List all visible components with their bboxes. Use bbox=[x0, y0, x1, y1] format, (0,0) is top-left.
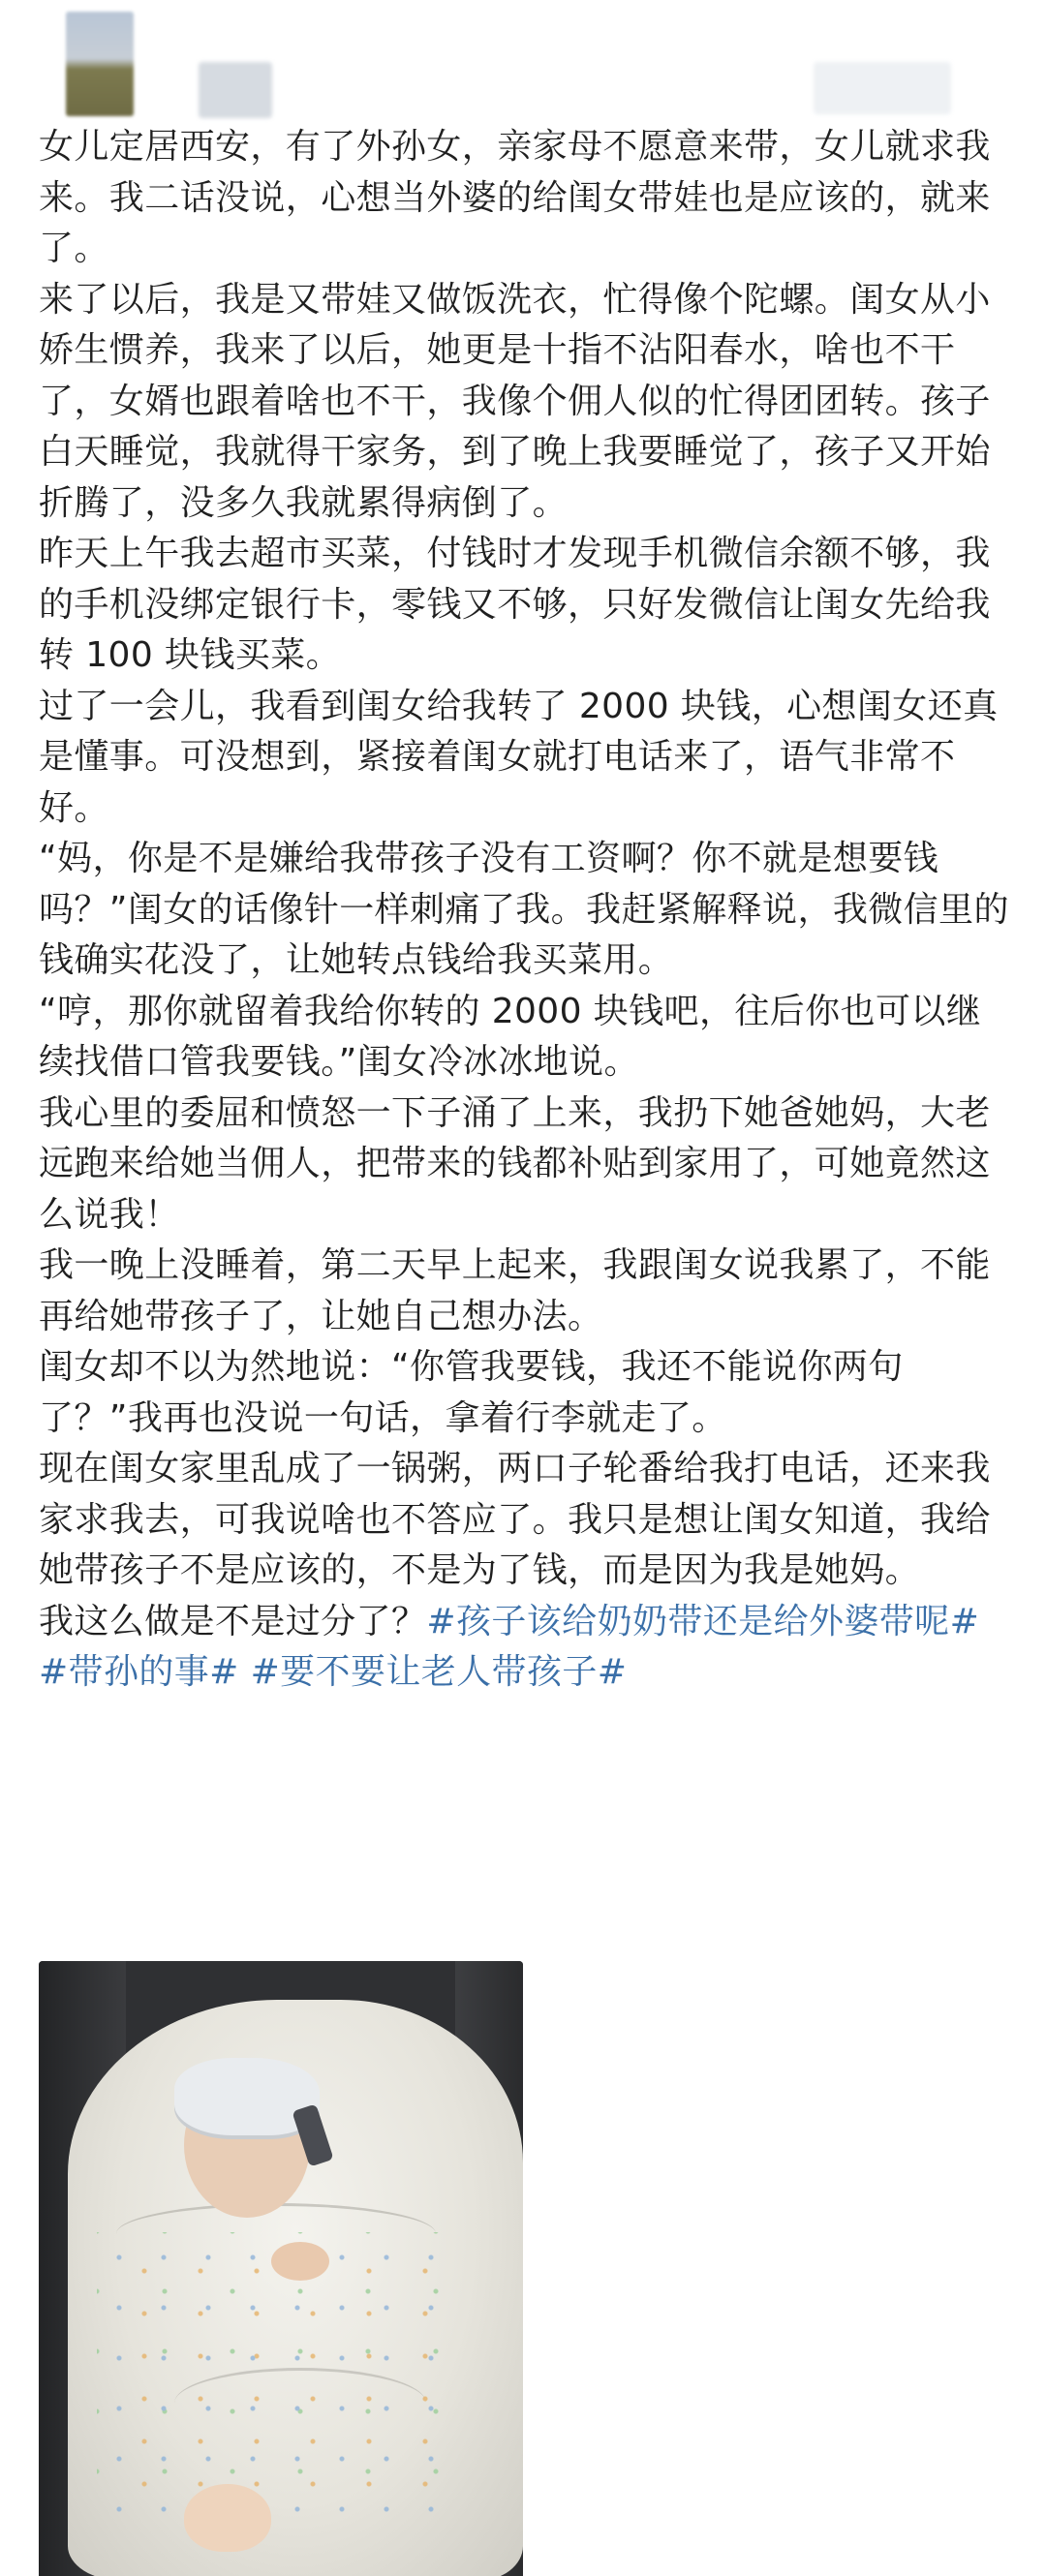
baby-foot bbox=[184, 2484, 271, 2552]
hashtag-link[interactable]: #带孙的事# bbox=[39, 1652, 239, 1692]
post-paragraph: 过了一会儿，我看到闺女给我转了 2000 块钱，心想闺女还真是懂事。可没想到，紧接着闺女就打电话来了，语气非常不好。 bbox=[39, 686, 999, 828]
post-paragraph: 闺女却不以为然地说：“你管我要钱，我还不能说你两句了？”我再也没说一句话，拿着行李就走了。 bbox=[39, 1347, 904, 1438]
post-paragraph: “妈，你是不是嫌给我带孩子没有工资啊？你不就是想要钱吗？”闺女的话像针一样刺痛了我。我赶紧解释说，我微信里的钱确实花没了，让她转点钱给我买菜用。 bbox=[39, 839, 1009, 980]
post-paragraph: 女儿定居西安，有了外孙女，亲家母不愿意来带，女儿就求我来。我二话没说，心想当外婆的给闺女带娃也是应该的，就来了。 bbox=[39, 127, 991, 268]
blanket-pattern bbox=[97, 2232, 446, 2523]
blurred-username[interactable] bbox=[199, 62, 272, 118]
post-header bbox=[0, 0, 1046, 126]
post-paragraph: “哼，那你就留着我给你转的 2000 块钱吧，往后你也可以继续找借口管我要钱。”闺女冷冰冰地说。 bbox=[39, 991, 982, 1082]
post-paragraph: 我心里的委屈和愤怒一下子涌了上来，我扔下她爸她妈，大老远跑来给她当佣人，把带来的钱都补贴到家用了，可她竟然这么说我！ bbox=[39, 1092, 991, 1235]
post-body bbox=[39, 122, 1012, 1699]
baby-hand bbox=[271, 2242, 329, 2281]
avatar[interactable] bbox=[66, 12, 134, 116]
post-final-paragraph bbox=[39, 1597, 1012, 1699]
final-question: 我这么做是不是过分了？ bbox=[39, 1601, 427, 1641]
post-paragraph: 现在闺女家里乱成了一锅粥，两口子轮番给我打电话，还来我家求我去，可我说啥也不答应了。我只是想让闺女知道，我给她带孩子不是应该的，不是为了钱，而是因为我是她妈。 bbox=[39, 1449, 991, 1590]
post-paragraph: 我一晚上没睡着，第二天早上起来，我跟闺女说我累了，不能再给她带孩子了，让她自己想办法。 bbox=[39, 1245, 991, 1336]
post-paragraph: 昨天上午我去超市买菜，付钱时才发现手机微信余额不够，我的手机没绑定银行卡，零钱又不够，只好发微信让闺女先给我转 100 块钱买菜。 bbox=[39, 534, 991, 675]
hashtag-link[interactable]: #要不要让老人带孩子# bbox=[250, 1652, 628, 1692]
blurred-post-meta bbox=[814, 62, 951, 114]
hashtag-link[interactable]: #孩子该给奶奶带还是给外婆带呢# bbox=[426, 1601, 980, 1641]
post-photo[interactable] bbox=[39, 1961, 523, 2576]
post-paragraph: 来了以后，我是又带娃又做饭洗衣，忙得像个陀螺。闺女从小娇生惯养，我来了以后，她更是十指不沾阳春水，啥也不干了，女婿也跟着啥也不干，我像个佣人似的忙得团团转。孩子白天睡觉，我就得干家务，到了晚上我要睡觉了，孩子又开始折腾了，没多久我就累得病倒了。 bbox=[39, 279, 991, 523]
